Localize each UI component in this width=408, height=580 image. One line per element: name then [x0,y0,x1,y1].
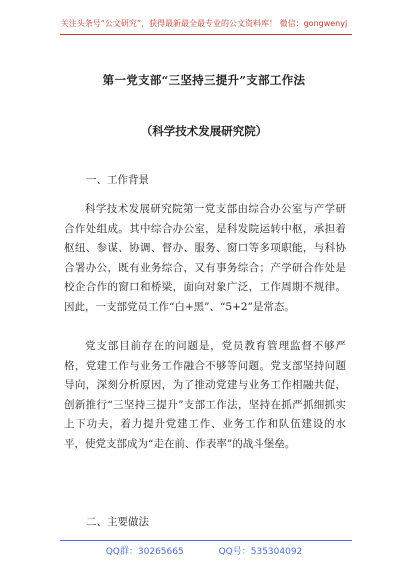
footer-qq: QQ号：535304092 [218,547,303,557]
paragraph-background: 科学技术发展研究院第一党支部由综合办公室与产学研合作处组成。其中综合办公室，是科发院运转中枢，承担着枢纽、参谋、协调、督办、服务、窗口等多项职能，与科协合署办公，既有业务综合，又有事务综合；产学研合作处是校企合作的窗口和桥梁，面向对象广泛，工作周期不规律。因此，一支部党员工作“白+黑”、“5+2”是常态。 [64,203,346,313]
document-subtitle: （科学技术发展研究院） [140,124,268,138]
header-note: 关注头条号“公文研究”，获得最新最全最专业的公文资料库！ 微信：gongwenyj [60,19,348,28]
section-heading-practices: 二、主要做法 [86,516,149,528]
footer-qq-group: QQ群：30265665 [105,547,184,557]
footer-contact [0,544,408,557]
header-divider [60,34,352,35]
document-title: 第一党支部“三坚持三提升”支部工作法 [102,73,306,87]
footer-divider [60,540,352,541]
section-heading-background: 一、工作背景 [86,174,149,186]
paragraph-problems: 党支部目前存在的问题是，党员教育管理监督不够严格，党建工作与业务工作融合不够等问题。党支部坚持问题导向，深刻分析原因，为了推动党建与业务工作相融共促，创新推行“三坚持三提升”支部工作法，坚持在抓严抓细抓实上下功夫，着力提升党建工作、业务工作和队伍建设的水平，使党支部成为“走在前、作表率”的战斗堡垒。 [64,340,346,450]
